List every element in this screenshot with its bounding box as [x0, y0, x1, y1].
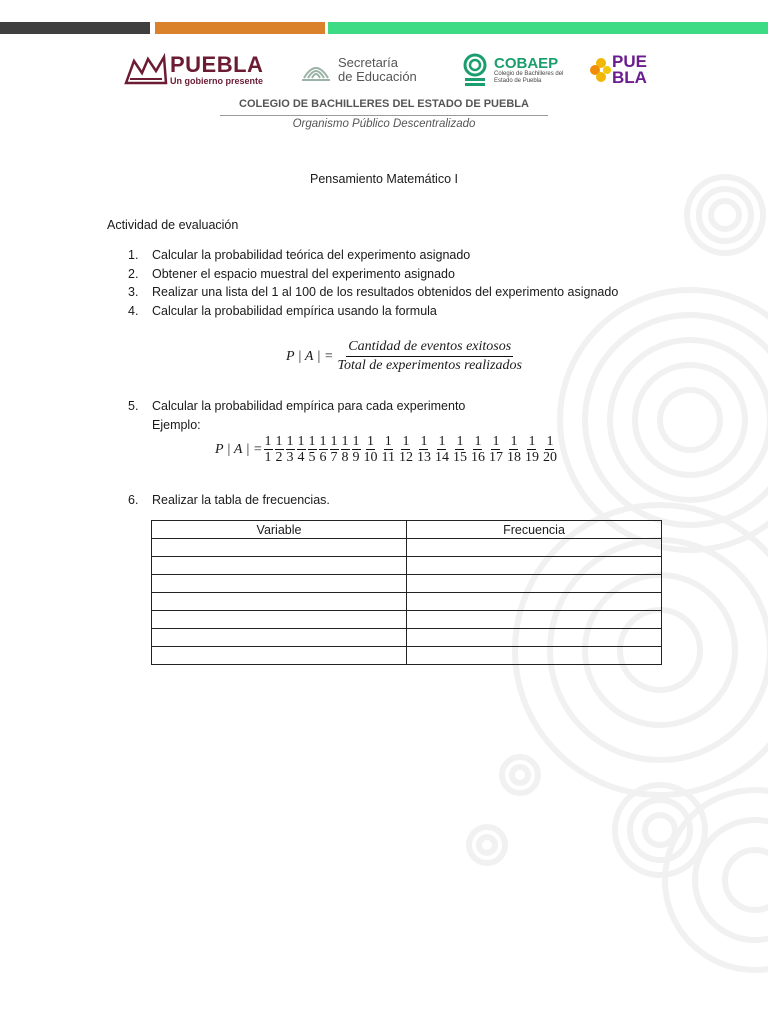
frequency-cell — [407, 611, 662, 629]
example-fraction-denominator: 4 — [297, 450, 305, 465]
frequency-table-body — [152, 539, 662, 665]
example-label: Ejemplo: — [152, 417, 201, 432]
sep-logo-line1: Secretaría — [338, 55, 398, 70]
cobaep-logo — [462, 48, 564, 92]
example-fraction — [398, 434, 414, 465]
cobaep-logo-text: COBAEP — [494, 54, 559, 72]
formula-fraction — [336, 338, 524, 375]
top-color-bar — [0, 22, 768, 34]
example-fraction-numerator: 1 — [330, 434, 338, 449]
formula-denominator: Total de experimentos realizados — [337, 358, 522, 373]
example-fraction-numerator: 1 — [264, 434, 272, 449]
example-fraction-denominator: 3 — [286, 450, 294, 465]
example-fraction-numerator: 1 — [367, 434, 374, 449]
example-fraction-denominator: 6 — [319, 450, 327, 465]
institution-subtitle: Organismo Público Descentralizado — [292, 118, 476, 130]
puebla-logo-tagline: Un gobierno presente — [170, 76, 264, 86]
example-fraction-denominator: 10 — [363, 450, 378, 465]
table-row — [152, 557, 662, 575]
list-item-text: Realizar la tabla de frecuencias. — [152, 493, 330, 507]
list-item-number: 3. — [128, 285, 139, 299]
sep-emblem-icon — [300, 56, 332, 84]
cobaep-emblem-icon — [462, 53, 488, 87]
variable-cell — [152, 539, 407, 557]
instruction-item-5 — [128, 397, 465, 434]
table-row — [152, 593, 662, 611]
list-item — [128, 283, 618, 302]
example-fraction-numerator: 1 — [456, 434, 464, 449]
example-fraction-numerator: 1 — [352, 434, 360, 449]
example-fraction-numerator: 1 — [438, 434, 446, 449]
variable-cell — [152, 611, 407, 629]
example-fraction — [286, 434, 295, 465]
example-fraction-numerator: 1 — [308, 434, 316, 449]
top-bar-green — [328, 22, 768, 34]
list-item-text: Calcular la probabilidad teórica del experimento asignado — [152, 248, 471, 262]
example-fraction-denominator: 14 — [434, 450, 449, 465]
example-fraction-numerator: 1 — [286, 434, 294, 449]
table-row — [152, 575, 662, 593]
example-fraction-numerator: 1 — [402, 434, 410, 449]
variable-cell — [152, 593, 407, 611]
frequency-cell — [407, 629, 662, 647]
top-bar-gray — [0, 22, 150, 34]
example-fraction-numerator: 1 — [420, 434, 428, 449]
puebla-government-logo — [124, 48, 263, 92]
example-fraction-numerator: 1 — [341, 434, 349, 449]
sep-logo — [300, 48, 417, 92]
example-fraction-numerator: 1 — [528, 434, 536, 449]
variable-cell — [152, 647, 407, 665]
example-fraction — [524, 434, 540, 465]
subject-title: Pensamiento Matemático I — [310, 172, 458, 186]
example-fraction-denominator: 9 — [352, 450, 360, 465]
formula-lhs: P | A | = — [286, 348, 334, 364]
top-bar-orange — [155, 22, 325, 34]
example-fraction-numerator: 1 — [319, 434, 327, 449]
list-item-text: Calcular la probabilidad empírica usando la formula — [152, 303, 437, 318]
list-item-text: Realizar una lista del 1 al 100 de los resultados obtenidos del experimento asignado — [152, 285, 619, 299]
list-item-text: Calcular la probabilidad empírica para cada experimento — [152, 399, 466, 413]
list-item-example — [128, 416, 465, 435]
example-fraction — [381, 434, 396, 465]
example-fraction — [416, 434, 432, 465]
example-fraction-denominator: 12 — [398, 450, 413, 465]
example-fraction-denominator: 19 — [524, 450, 539, 465]
header-logos — [110, 48, 670, 92]
frequency-cell — [407, 593, 662, 611]
variable-cell — [152, 629, 407, 647]
example-fraction-numerator: 1 — [384, 434, 392, 449]
sep-logo-line2: de Educación — [338, 69, 417, 84]
example-fraction-denominator: 11 — [381, 450, 395, 465]
example-fraction — [275, 434, 284, 465]
list-item-number: 6. — [128, 493, 139, 507]
example-fraction-denominator: 15 — [452, 450, 467, 465]
example-fraction — [308, 434, 317, 465]
example-fraction — [352, 434, 361, 465]
example-fraction-denominator: 8 — [341, 450, 349, 465]
variable-cell — [152, 575, 407, 593]
instruction-item-6 — [128, 491, 330, 510]
example-fraction-numerator: 1 — [297, 434, 305, 449]
list-item-text: Obtener el espacio muestral del experimento asignado — [152, 266, 455, 281]
example-fraction — [319, 434, 328, 465]
table-row — [152, 611, 662, 629]
list-item-number: 1. — [128, 248, 139, 262]
example-fraction — [434, 434, 450, 465]
example-fraction-numerator: 1 — [275, 434, 283, 449]
variable-cell — [152, 557, 407, 575]
puebla-logo-text: PUEBLA — [170, 52, 264, 77]
example-fraction-denominator: 13 — [416, 450, 431, 465]
example-formula — [215, 434, 559, 465]
example-fraction-numerator: 1 — [510, 434, 518, 449]
cobaep-logo-subtext: Colegio de Bachilleres del Estado de Puebla — [494, 70, 564, 84]
pb-logo-line1: PUE — [612, 52, 647, 71]
example-fraction — [470, 434, 486, 465]
frequency-cell — [407, 575, 662, 593]
table-row — [152, 629, 662, 647]
list-item — [128, 397, 465, 416]
example-fraction-denominator: 18 — [506, 450, 521, 465]
example-fraction — [297, 434, 306, 465]
table-header-row — [152, 521, 662, 539]
list-item — [128, 491, 330, 510]
example-fraction-numerator: 1 — [546, 434, 554, 449]
list-item — [128, 302, 618, 321]
list-item-number: 4. — [128, 303, 139, 318]
example-fraction-denominator: 1 — [264, 450, 272, 465]
section-title: Actividad de evaluación — [107, 218, 239, 232]
example-fraction-denominator: 7 — [330, 450, 338, 465]
institution-divider — [220, 115, 548, 116]
example-fraction — [452, 434, 468, 465]
example-fraction — [330, 434, 339, 465]
frequency-table — [151, 520, 662, 665]
puebla-brand-logo — [590, 48, 647, 92]
empirical-probability-formula — [286, 338, 524, 375]
example-fraction-list — [263, 434, 559, 465]
example-formula-lhs: P | A | = — [215, 441, 263, 457]
instruction-list — [128, 246, 618, 320]
flower-emblem-icon — [590, 55, 612, 85]
example-fraction — [506, 434, 522, 465]
example-fraction-denominator: 2 — [275, 450, 283, 465]
puebla-emblem-icon — [124, 53, 168, 87]
institution-title: COLEGIO DE BACHILLERES DEL ESTADO DE PUEBLA — [239, 98, 529, 110]
header-variable: Variable — [152, 521, 407, 539]
frequency-cell — [407, 557, 662, 575]
example-fraction — [488, 434, 504, 465]
example-fraction — [542, 434, 558, 465]
table-row — [152, 539, 662, 557]
example-fraction — [264, 434, 273, 465]
list-item — [128, 265, 618, 284]
example-fraction-denominator: 17 — [488, 450, 503, 465]
frequency-cell — [407, 539, 662, 557]
table-row — [152, 647, 662, 665]
example-fraction-numerator: 1 — [474, 434, 482, 449]
frequency-cell — [407, 647, 662, 665]
pb-logo-line2: BLA — [612, 68, 647, 87]
formula-numerator: Cantidad de eventos exitosos — [346, 338, 513, 357]
list-item — [128, 246, 618, 265]
example-fraction-denominator: 16 — [470, 450, 485, 465]
list-item-number: 2. — [128, 266, 139, 281]
header-frequency: Frecuencia — [407, 521, 662, 539]
example-fraction-denominator: 5 — [308, 450, 316, 465]
example-fraction — [363, 434, 379, 465]
example-fraction-denominator: 20 — [542, 450, 557, 465]
example-fraction-numerator: 1 — [492, 434, 500, 449]
list-item-number: 5. — [128, 399, 139, 413]
example-fraction — [341, 434, 350, 465]
